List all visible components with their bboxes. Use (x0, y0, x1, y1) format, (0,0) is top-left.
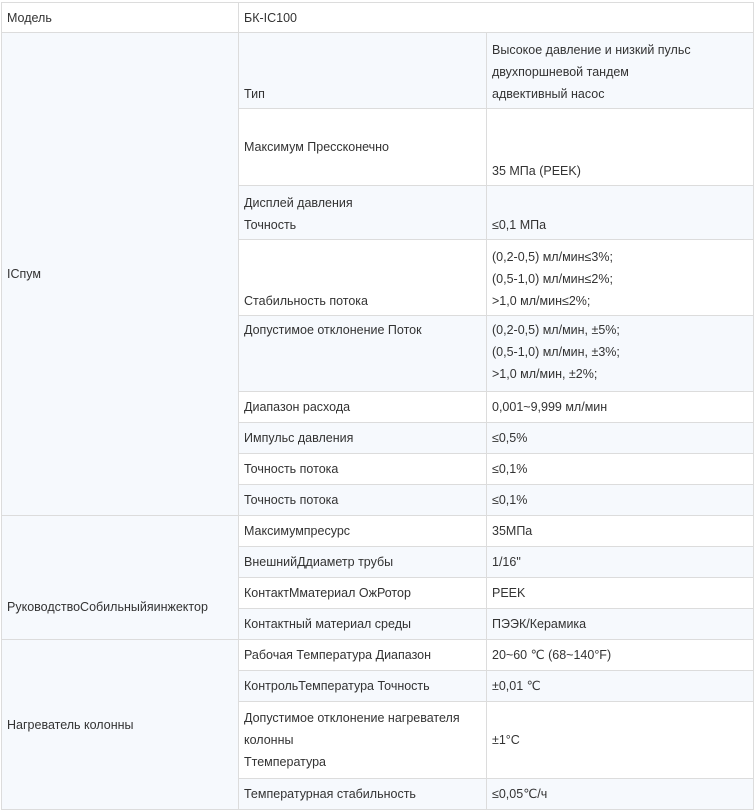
spec-label: Температурная стабильность (239, 779, 487, 810)
spec-label: Импульс давления (239, 423, 487, 454)
spec-label: Допустимое отклонение Поток (239, 316, 487, 392)
spec-label: Максимум Пресcконечно (239, 109, 487, 186)
spec-value: ПЭЭК/Керамика (487, 609, 754, 640)
spec-label: Рабочая Температура Диапазон (239, 640, 487, 671)
spec-label: Стабильность потока (239, 240, 487, 316)
spec-label: КонтрольТемпература Точность (239, 671, 487, 702)
spec-label: Точность потока (239, 485, 487, 516)
table-row (2, 640, 754, 671)
spec-value: 20~60 ℃ (68~140°F) (487, 640, 754, 671)
model-label: Модель (2, 3, 239, 33)
group-name-pump: ICпум (2, 33, 239, 516)
model-value: БК-IC100 (239, 3, 754, 33)
spec-label: Контактный материал среды (239, 609, 487, 640)
table-row (2, 516, 754, 547)
spec-value: 1/16" (487, 547, 754, 578)
spec-value: ≤0,1 МПа (487, 186, 754, 240)
spec-value: ±0,01 ℃ (487, 671, 754, 702)
spec-value: (0,2-0,5) мл/мин, ±5%; (0,5-1,0) мл/мин, ±3%; >1,0 мл/мин, ±2%; (487, 316, 754, 392)
spec-value: (0,2-0,5) мл/мин≤3%; (0,5-1,0) мл/мин≤2%; >1,0 мл/мин≤2%; (487, 240, 754, 316)
spec-value: ≤0,5% (487, 423, 754, 454)
spec-value: 0,001~9,999 мл/мин (487, 392, 754, 423)
spec-table (1, 2, 754, 810)
spec-value: 35МПа (487, 516, 754, 547)
table-row (2, 3, 754, 33)
spec-label: ВнешнийДдиаметр трубы (239, 547, 487, 578)
spec-label: Максимумпресурс (239, 516, 487, 547)
table-row (2, 33, 754, 109)
spec-value: ≤0,1% (487, 454, 754, 485)
spec-label: Допустимое отклонение нагревателя колонны Ттемпература (239, 702, 487, 779)
spec-label: Тип (239, 33, 487, 109)
spec-label: Точность потока (239, 454, 487, 485)
spec-label: Диапазон расхода (239, 392, 487, 423)
group-name-column-heater: Нагреватель колонны (2, 640, 239, 810)
spec-label: Дисплей давления Точность (239, 186, 487, 240)
spec-value: PEEK (487, 578, 754, 609)
spec-value: Высокое давление и низкий пульс двухпоршневой тандем адвективный насос (487, 33, 754, 109)
group-name-injector: РуководствоСобильныйяинжектор (2, 516, 239, 640)
spec-value: ±1°C (487, 702, 754, 779)
spec-value: 35 МПа (PEEK) (487, 109, 754, 186)
spec-value: ≤0,1% (487, 485, 754, 516)
spec-label: КонтактМматериал ОжРотор (239, 578, 487, 609)
spec-value: ≤0,05℃/ч (487, 779, 754, 810)
